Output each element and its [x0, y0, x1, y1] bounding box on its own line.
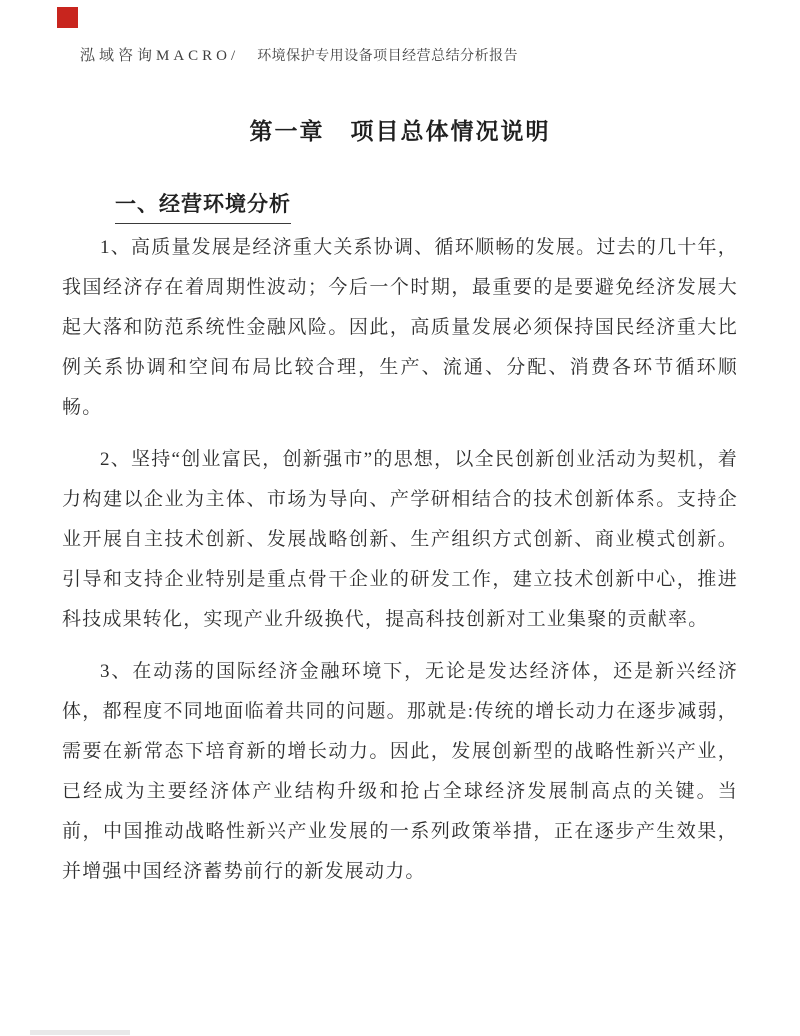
- paragraph-3: 3、在动荡的国际经济金融环境下，无论是发达经济体，还是新兴经济体，都程度不同地面临着共同的问题。那就是:传统的增长动力在逐步减弱，需要在新常态下培育新的增长动力。因此，发展创新型的战略性新兴产业，已经成为主要经济体产业结构升级和抢占全球经济发展制高点的关键。当前，中国推动战略性新兴产业发展的一系列政策举措，正在逐步产生效果，并增强中国经济蓄势前行的新发展动力。: [62, 661, 738, 882]
- body-text-block: [62, 228, 738, 904]
- brand-logo-square: [57, 7, 78, 28]
- page-edge-artifact: [30, 1030, 130, 1035]
- section-heading-row: [115, 188, 291, 224]
- chapter-number: 第一章: [249, 119, 325, 144]
- header-brand-text: 泓域咨询MACRO/: [80, 48, 240, 64]
- page-header: [80, 44, 740, 65]
- paragraph-2: 2、坚持“创业富民，创新强市”的思想，以全民创新创业活动为契机，着力构建以企业为主体、市场为导向、产学研相结合的技术创新体系。支持企业开展自主技术创新、发展战略创新、生产组织方式创新、商业模式创新。引导和支持企业特别是重点骨干企业的研发工作，建立技术创新中心，推进科技成果转化，实现产业升级换代，提高科技创新对工业集聚的贡献率。: [62, 449, 738, 630]
- chapter-name: 项目总体情况说明: [350, 119, 551, 144]
- header-document-title: 环境保护专用设备项目经营总结分析报告: [257, 49, 519, 64]
- paragraph-1: 1、高质量发展是经济重大关系协调、循环顺畅的发展。过去的几十年，我国经济存在着周期性波动；今后一个时期，最重要的是要避免经济发展大起大落和防范系统性金融风险。因此，高质量发展必须保持国民经济重大比例关系协调和空间布局比较合理，生产、流通、分配、消费各环节循环顺畅。: [62, 237, 738, 418]
- chapter-title: [0, 110, 800, 154]
- section-heading: 一、经营环境分析: [115, 188, 291, 224]
